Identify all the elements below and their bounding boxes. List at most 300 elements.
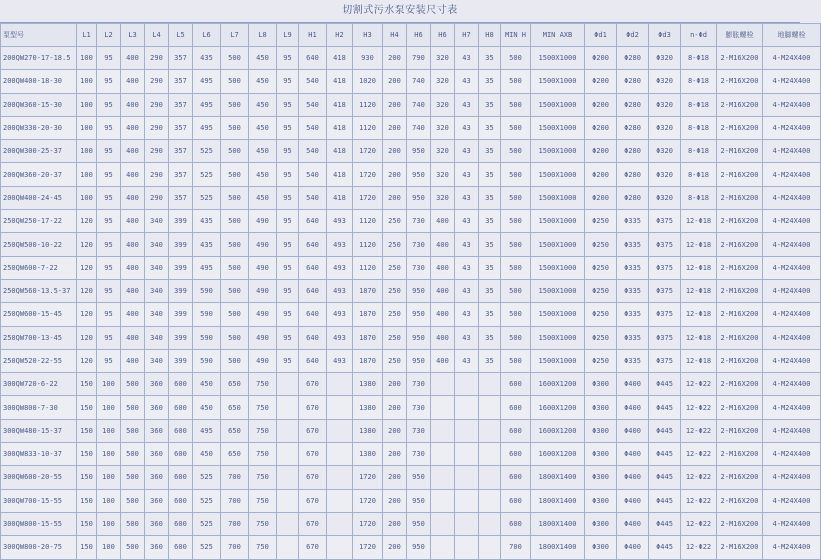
table-cell: 43	[455, 326, 479, 349]
table-cell: 400	[121, 186, 145, 209]
table-cell: 450	[249, 163, 277, 186]
table-cell: 730	[407, 210, 431, 233]
table-cell: 2-M16X200	[717, 536, 763, 559]
table-cell: 500	[121, 396, 145, 419]
column-header: Φd1	[585, 24, 617, 47]
table-cell: 500	[121, 536, 145, 559]
table-cell: 525	[193, 140, 221, 163]
table-cell: 400	[431, 210, 455, 233]
table-cell	[455, 466, 479, 489]
table-cell: 650	[221, 419, 249, 442]
table-cell: 700	[221, 466, 249, 489]
table-row	[1, 186, 821, 209]
table-cell: Φ300	[585, 396, 617, 419]
table-cell: 400	[431, 303, 455, 326]
table-cell: 100	[97, 419, 121, 442]
table-cell: Φ445	[649, 466, 681, 489]
table-cell: 418	[327, 186, 353, 209]
table-cell: 8-Φ18	[681, 70, 717, 93]
table-cell: 540	[299, 93, 327, 116]
table-cell: 450	[249, 140, 277, 163]
table-cell: 730	[407, 419, 431, 442]
table-cell: 320	[431, 93, 455, 116]
table-cell: Φ375	[649, 349, 681, 372]
table-cell: 400	[121, 303, 145, 326]
table-cell	[431, 373, 455, 396]
table-cell: 600	[501, 373, 531, 396]
table-cell: 450	[249, 186, 277, 209]
table-cell: 500	[221, 349, 249, 372]
table-cell: 400	[431, 279, 455, 302]
table-cell: 4-M24X400	[763, 70, 821, 93]
table-cell: 360	[145, 443, 169, 466]
column-header: 地脚螺栓	[763, 24, 821, 47]
pump-model-cell: 250QW600-15-45	[1, 303, 77, 326]
table-cell: 500	[221, 70, 249, 93]
table-cell	[479, 373, 501, 396]
table-cell: 1500X1000	[531, 256, 585, 279]
table-row	[1, 303, 821, 326]
table-cell: 400	[121, 70, 145, 93]
column-header: L9	[277, 24, 299, 47]
table-cell: 490	[249, 210, 277, 233]
table-cell: 4-M24X400	[763, 47, 821, 70]
table-row	[1, 326, 821, 349]
table-row	[1, 536, 821, 559]
table-cell: Φ280	[617, 140, 649, 163]
pump-model-cell: 250QW520-22-55	[1, 349, 77, 372]
table-cell: 2-M16X200	[717, 140, 763, 163]
table-cell: 493	[327, 326, 353, 349]
table-cell: 450	[193, 373, 221, 396]
table-cell: 120	[77, 279, 97, 302]
table-cell: 670	[299, 419, 327, 442]
table-cell: 4-M24X400	[763, 116, 821, 139]
column-header: Φd3	[649, 24, 681, 47]
table-cell: Φ280	[617, 70, 649, 93]
table-cell: 540	[299, 70, 327, 93]
column-header: 泵型号	[1, 24, 77, 47]
table-row	[1, 512, 821, 535]
table-cell: 200	[383, 466, 407, 489]
table-cell: Φ300	[585, 443, 617, 466]
column-header: L6	[193, 24, 221, 47]
table-cell: 1600X1200	[531, 396, 585, 419]
table-cell: 200	[383, 536, 407, 559]
table-cell: 500	[221, 47, 249, 70]
column-header: n-Φd	[681, 24, 717, 47]
table-cell: 340	[145, 210, 169, 233]
table-cell: 490	[249, 256, 277, 279]
table-cell: 600	[501, 443, 531, 466]
table-cell	[431, 396, 455, 419]
pump-model-cell: 300QW720-6-22	[1, 373, 77, 396]
table-cell: 950	[407, 512, 431, 535]
table-cell: 399	[169, 349, 193, 372]
table-cell: 495	[193, 256, 221, 279]
table-cell: 650	[221, 443, 249, 466]
table-cell: 100	[77, 47, 97, 70]
table-cell: 360	[145, 489, 169, 512]
table-cell: 4-M24X400	[763, 93, 821, 116]
table-cell: 95	[277, 349, 299, 372]
table-cell: 500	[221, 279, 249, 302]
table-cell	[277, 466, 299, 489]
table-cell: 450	[193, 396, 221, 419]
table-cell: 43	[455, 47, 479, 70]
table-cell: Φ250	[585, 303, 617, 326]
table-cell: 950	[407, 466, 431, 489]
table-cell: 493	[327, 303, 353, 326]
table-cell: 8-Φ18	[681, 163, 717, 186]
table-cell: Φ375	[649, 303, 681, 326]
table-cell: Φ335	[617, 279, 649, 302]
table-cell: 1800X1400	[531, 512, 585, 535]
table-cell: 95	[97, 163, 121, 186]
table-cell: 340	[145, 303, 169, 326]
table-cell: 750	[249, 466, 277, 489]
table-cell: 1380	[353, 419, 383, 442]
table-cell: 1720	[353, 536, 383, 559]
table-cell: 1870	[353, 349, 383, 372]
table-cell	[479, 443, 501, 466]
table-cell: 2-M16X200	[717, 396, 763, 419]
table-cell: Φ200	[585, 47, 617, 70]
table-cell: 500	[501, 303, 531, 326]
table-row	[1, 396, 821, 419]
table-cell: 43	[455, 140, 479, 163]
column-header: H3	[353, 24, 383, 47]
pump-model-cell: 250QW700-13-45	[1, 326, 77, 349]
table-cell: 540	[299, 163, 327, 186]
table-cell: 12-Φ22	[681, 443, 717, 466]
table-cell: 950	[407, 163, 431, 186]
table-cell: 95	[97, 210, 121, 233]
table-cell: 4-M24X400	[763, 279, 821, 302]
table-cell: 8-Φ18	[681, 93, 717, 116]
table-cell: 150	[77, 536, 97, 559]
table-cell: 670	[299, 489, 327, 512]
table-cell: Φ300	[585, 466, 617, 489]
table-cell: 500	[221, 233, 249, 256]
table-cell: 95	[97, 279, 121, 302]
table-cell: 35	[479, 116, 501, 139]
pump-model-cell: 300QW800-15-55	[1, 512, 77, 535]
table-cell	[479, 396, 501, 419]
table-cell: 750	[249, 373, 277, 396]
table-cell: 35	[479, 279, 501, 302]
table-cell: 95	[97, 70, 121, 93]
table-cell: 1600X1200	[531, 373, 585, 396]
table-cell: 35	[479, 163, 501, 186]
table-cell	[277, 373, 299, 396]
table-row	[1, 47, 821, 70]
table-cell: 100	[97, 396, 121, 419]
table-cell	[431, 419, 455, 442]
table-cell: 200	[383, 116, 407, 139]
table-cell: 8-Φ18	[681, 186, 717, 209]
table-cell: 43	[455, 303, 479, 326]
table-cell: 525	[193, 512, 221, 535]
table-cell: Φ320	[649, 70, 681, 93]
table-cell: 95	[277, 47, 299, 70]
table-cell: 4-M24X400	[763, 512, 821, 535]
table-cell: 12-Φ18	[681, 326, 717, 349]
table-cell: 43	[455, 186, 479, 209]
table-cell: 290	[145, 70, 169, 93]
table-cell: Φ445	[649, 373, 681, 396]
table-cell: 360	[145, 396, 169, 419]
table-cell: Φ250	[585, 349, 617, 372]
table-cell: 1380	[353, 443, 383, 466]
table-cell: 100	[77, 70, 97, 93]
table-cell: Φ200	[585, 93, 617, 116]
table-cell: 400	[121, 279, 145, 302]
table-cell: 320	[431, 116, 455, 139]
pump-model-cell: 300QW833-10-37	[1, 443, 77, 466]
table-cell: 95	[97, 349, 121, 372]
table-cell: 600	[501, 419, 531, 442]
table-cell: 340	[145, 279, 169, 302]
table-cell: 1500X1000	[531, 233, 585, 256]
table-cell: 2-M16X200	[717, 210, 763, 233]
table-row	[1, 163, 821, 186]
table-cell: 418	[327, 70, 353, 93]
table-cell: 1600X1200	[531, 443, 585, 466]
table-cell: 1500X1000	[531, 210, 585, 233]
pump-model-cell: 250QW500-10-22	[1, 233, 77, 256]
table-cell: Φ320	[649, 93, 681, 116]
table-cell: Φ375	[649, 279, 681, 302]
table-cell: 950	[407, 349, 431, 372]
table-cell: 490	[249, 279, 277, 302]
table-cell: 950	[407, 140, 431, 163]
table-cell: Φ300	[585, 373, 617, 396]
table-cell	[431, 443, 455, 466]
table-cell: 950	[407, 489, 431, 512]
table-cell: 525	[193, 489, 221, 512]
table-cell: 290	[145, 47, 169, 70]
table-cell: Φ200	[585, 186, 617, 209]
table-cell: Φ335	[617, 256, 649, 279]
table-cell: 670	[299, 466, 327, 489]
table-cell: 43	[455, 233, 479, 256]
table-cell: 4-M24X400	[763, 326, 821, 349]
table-cell: 500	[221, 326, 249, 349]
table-cell	[455, 536, 479, 559]
table-cell: 493	[327, 233, 353, 256]
table-cell: 450	[249, 70, 277, 93]
pump-model-cell: 300QW480-15-37	[1, 419, 77, 442]
pump-model-cell: 200QW360-20-37	[1, 163, 77, 186]
pump-model-cell: 200QW270-17-18.5	[1, 47, 77, 70]
table-cell: 100	[77, 186, 97, 209]
table-cell: 730	[407, 373, 431, 396]
table-cell: 95	[97, 116, 121, 139]
table-cell: 150	[77, 489, 97, 512]
table-cell: 120	[77, 326, 97, 349]
pump-model-cell: 250QW600-7-22	[1, 256, 77, 279]
table-cell: 1120	[353, 233, 383, 256]
table-cell: 100	[77, 116, 97, 139]
table-cell: 525	[193, 466, 221, 489]
table-cell: 600	[169, 396, 193, 419]
table-cell: 740	[407, 70, 431, 93]
table-cell	[455, 419, 479, 442]
table-cell: 4-M24X400	[763, 163, 821, 186]
table-cell: 4-M24X400	[763, 303, 821, 326]
table-cell	[327, 419, 353, 442]
table-cell: 400	[121, 163, 145, 186]
table-cell: 12-Φ18	[681, 256, 717, 279]
table-cell: 1720	[353, 163, 383, 186]
table-cell: Φ320	[649, 140, 681, 163]
table-cell: 700	[221, 489, 249, 512]
table-cell	[431, 536, 455, 559]
table-row	[1, 140, 821, 163]
table-cell: Φ400	[617, 396, 649, 419]
table-cell: 320	[431, 163, 455, 186]
pump-model-cell: 200QW330-20-30	[1, 116, 77, 139]
table-cell: 2-M16X200	[717, 489, 763, 512]
table-cell: 500	[221, 93, 249, 116]
table-cell: 250	[383, 349, 407, 372]
table-row	[1, 116, 821, 139]
table-cell	[455, 512, 479, 535]
table-cell: 12-Φ22	[681, 466, 717, 489]
table-cell: 500	[121, 443, 145, 466]
table-cell: 500	[121, 466, 145, 489]
table-cell: 435	[193, 210, 221, 233]
table-cell: Φ250	[585, 233, 617, 256]
table-cell: Φ400	[617, 443, 649, 466]
table-cell: 43	[455, 256, 479, 279]
table-cell: 100	[97, 466, 121, 489]
table-cell: 500	[121, 489, 145, 512]
table-cell: 100	[77, 163, 97, 186]
table-cell: 495	[193, 70, 221, 93]
table-cell: 435	[193, 233, 221, 256]
table-cell: 1800X1400	[531, 489, 585, 512]
table-cell: 1500X1000	[531, 116, 585, 139]
table-cell: 1500X1000	[531, 163, 585, 186]
table-cell: 1500X1000	[531, 93, 585, 116]
table-cell: 357	[169, 186, 193, 209]
table-cell: 950	[407, 536, 431, 559]
table-cell: 540	[299, 116, 327, 139]
column-header: 膨胀螺栓	[717, 24, 763, 47]
table-cell: 35	[479, 233, 501, 256]
table-cell: 500	[501, 210, 531, 233]
table-row	[1, 93, 821, 116]
table-cell: 12-Φ22	[681, 489, 717, 512]
table-cell: 35	[479, 140, 501, 163]
table-cell: 2-M16X200	[717, 466, 763, 489]
table-cell: 400	[121, 140, 145, 163]
table-cell: 2-M16X200	[717, 373, 763, 396]
table-cell: Φ280	[617, 116, 649, 139]
table-cell: 650	[221, 373, 249, 396]
table-cell: 250	[383, 256, 407, 279]
table-cell	[327, 373, 353, 396]
table-cell: 500	[501, 140, 531, 163]
table-cell: 790	[407, 47, 431, 70]
table-cell: 750	[249, 489, 277, 512]
table-cell: 495	[193, 419, 221, 442]
table-cell: 250	[383, 326, 407, 349]
table-cell: 525	[193, 163, 221, 186]
table-cell: 43	[455, 116, 479, 139]
table-header	[1, 24, 821, 47]
table-cell: Φ335	[617, 233, 649, 256]
table-cell	[327, 512, 353, 535]
table-cell: Φ200	[585, 70, 617, 93]
table-cell: 95	[97, 256, 121, 279]
pump-model-cell: 300QW700-15-55	[1, 489, 77, 512]
table-cell: 1500X1000	[531, 140, 585, 163]
table-cell: 290	[145, 93, 169, 116]
pump-model-cell: 250QW250-17-22	[1, 210, 77, 233]
table-cell: 700	[501, 536, 531, 559]
table-cell: 640	[299, 303, 327, 326]
table-cell: 200	[383, 373, 407, 396]
table-row	[1, 70, 821, 93]
table-cell: 1500X1000	[531, 279, 585, 302]
table-cell: 600	[169, 536, 193, 559]
table-cell	[277, 396, 299, 419]
table-cell: 320	[431, 186, 455, 209]
table-cell: 1500X1000	[531, 326, 585, 349]
table-cell: 360	[145, 466, 169, 489]
table-cell: Φ300	[585, 419, 617, 442]
table-cell: Φ445	[649, 536, 681, 559]
table-cell: 640	[299, 47, 327, 70]
column-header: MIN AXB	[531, 24, 585, 47]
table-cell: 500	[501, 116, 531, 139]
table-row	[1, 443, 821, 466]
table-cell: 600	[501, 396, 531, 419]
table-cell: 2-M16X200	[717, 186, 763, 209]
table-cell: Φ375	[649, 210, 681, 233]
table-cell: 400	[121, 256, 145, 279]
table-cell: 730	[407, 233, 431, 256]
table-cell: Φ200	[585, 140, 617, 163]
table-cell: 400	[121, 349, 145, 372]
table-cell: 1120	[353, 210, 383, 233]
table-cell: 400	[121, 116, 145, 139]
table-cell: 200	[383, 140, 407, 163]
table-cell: 360	[145, 536, 169, 559]
column-header: H6	[407, 24, 431, 47]
table-cell: 2-M16X200	[717, 349, 763, 372]
table-cell: Φ300	[585, 536, 617, 559]
table-cell: 35	[479, 256, 501, 279]
table-cell: 640	[299, 349, 327, 372]
table-cell: 200	[383, 489, 407, 512]
table-cell: Φ375	[649, 256, 681, 279]
table-cell	[479, 536, 501, 559]
pump-model-cell: 250QW560-13.5-37	[1, 279, 77, 302]
table-cell: Φ445	[649, 443, 681, 466]
table-cell	[479, 489, 501, 512]
table-cell	[327, 489, 353, 512]
table-cell: 250	[383, 233, 407, 256]
table-cell	[455, 396, 479, 419]
table-cell: 1500X1000	[531, 349, 585, 372]
table-cell	[431, 466, 455, 489]
table-cell: 400	[431, 256, 455, 279]
table-cell: 95	[277, 303, 299, 326]
